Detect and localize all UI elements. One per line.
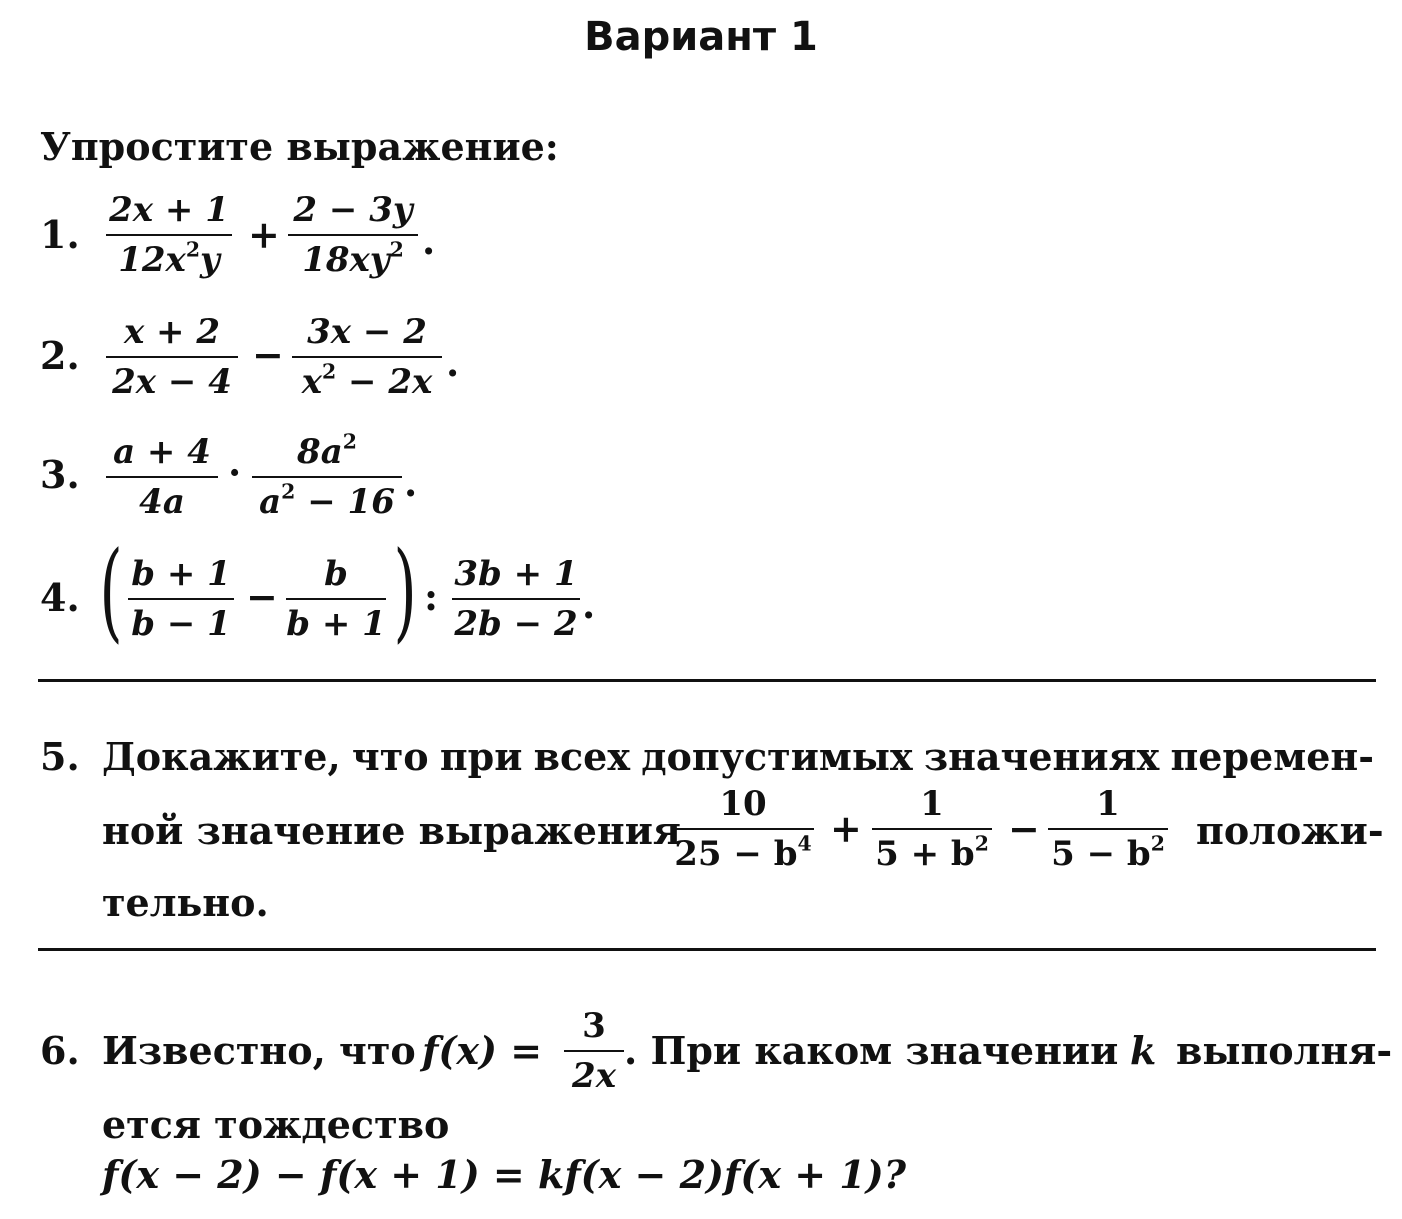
p5-fraction-2-numerator: 1 bbox=[872, 784, 992, 830]
p6-function-label: f(x) = bbox=[422, 1028, 543, 1073]
p5-word: что bbox=[351, 734, 429, 779]
p3-fraction-2-denominator: $a^2 - 16$ bbox=[259, 479, 395, 522]
p6-fraction-numerator: 3 bbox=[564, 1006, 624, 1052]
page-title: Вариант 1 bbox=[584, 14, 818, 60]
p3-fraction-1-numerator: a + 4 bbox=[106, 432, 218, 478]
divider-2 bbox=[38, 948, 1376, 951]
p1-fraction-2-numerator: 2 − 3y bbox=[288, 190, 418, 236]
p4-fraction-3 bbox=[452, 554, 580, 644]
p5-operator-minus: − bbox=[1008, 806, 1040, 851]
divider-1 bbox=[38, 679, 1376, 682]
p4-operator: − bbox=[246, 574, 278, 619]
p4-fraction-2-denominator: b + 1 bbox=[286, 604, 386, 644]
p6-fraction bbox=[564, 1006, 624, 1096]
p2-fraction-1-numerator: x + 2 bbox=[106, 312, 238, 358]
problem-5-number: 5. bbox=[40, 734, 80, 779]
p5-fraction-2 bbox=[872, 784, 992, 874]
p5-fraction-1 bbox=[672, 784, 814, 874]
p2-fraction-1 bbox=[106, 312, 238, 402]
p6-fraction-denominator: 2x bbox=[572, 1056, 616, 1096]
p3-fraction-1-denominator: 4a bbox=[139, 482, 185, 522]
p5-fraction-3 bbox=[1048, 784, 1168, 874]
p3-period: . bbox=[404, 460, 418, 505]
p4-period: . bbox=[582, 582, 596, 627]
p4-fraction-3-numerator: 3b + 1 bbox=[452, 554, 580, 600]
p3-operator: · bbox=[228, 450, 242, 495]
p5-fraction-3-numerator: 1 bbox=[1048, 784, 1168, 830]
p5-fraction-1-numerator: 10 bbox=[672, 784, 814, 830]
p4-fraction-3-denominator: 2b − 2 bbox=[454, 604, 578, 644]
p2-fraction-2-denominator: $x^2 - 2x$ bbox=[301, 359, 433, 402]
p2-fraction-1-denominator: 2x − 4 bbox=[112, 362, 232, 402]
p1-fraction-1 bbox=[106, 190, 232, 280]
p5-fraction-2-denominator: $5 + b^2$ bbox=[875, 831, 989, 874]
p3-fraction-2 bbox=[252, 429, 402, 522]
problem-2-number: 2. bbox=[40, 333, 80, 378]
p4-fraction-1-denominator: b − 1 bbox=[131, 604, 231, 644]
p4-fraction-2 bbox=[286, 554, 386, 644]
p2-operator: − bbox=[252, 332, 284, 377]
p5-operator-plus: + bbox=[830, 806, 862, 851]
p4-division-sign: : bbox=[424, 574, 439, 619]
p5-line-2-tail: положи- bbox=[1196, 808, 1384, 853]
p1-fraction-2-denominator: $18xy^2$ bbox=[302, 237, 404, 280]
p5-fraction-3-denominator: $5 - b^2$ bbox=[1051, 831, 1165, 874]
problem-3-number: 3. bbox=[40, 452, 80, 497]
right-parenthesis: ) bbox=[393, 529, 417, 654]
instruction: Упростите выражение: bbox=[40, 124, 559, 169]
p2-fraction-2 bbox=[292, 312, 442, 402]
p1-operator: + bbox=[248, 212, 280, 257]
problem-1-number: 1. bbox=[40, 212, 80, 257]
p1-fraction-2 bbox=[288, 190, 418, 280]
p6-text-3: выполня- bbox=[1176, 1028, 1393, 1073]
p6-identity: f(x − 2) − f(x + 1) = kf(x − 2)f(x + 1)? bbox=[102, 1152, 906, 1197]
p4-fraction-1 bbox=[128, 554, 234, 644]
p5-word: значениях bbox=[923, 734, 1160, 779]
p2-fraction-2-numerator: 3x − 2 bbox=[292, 312, 442, 358]
p5-word: при bbox=[439, 734, 523, 779]
p6-text-1: Известно, что bbox=[102, 1028, 416, 1073]
p5-word: перемен- bbox=[1170, 734, 1374, 779]
p5-word: допустимых bbox=[641, 734, 913, 779]
p6-k: k bbox=[1130, 1028, 1157, 1073]
left-parenthesis: ( bbox=[99, 529, 123, 654]
p4-fraction-2-numerator: b bbox=[286, 554, 386, 600]
problem-4-number: 4. bbox=[40, 575, 80, 620]
p5-line-2-text: ной значение выражения bbox=[102, 808, 681, 853]
p3-fraction-2-numerator: $8a^2$ bbox=[252, 432, 402, 478]
p4-fraction-1-numerator: b + 1 bbox=[128, 554, 234, 600]
p6-text-2: . При каком значении bbox=[624, 1028, 1119, 1073]
p5-word: всех bbox=[533, 734, 630, 779]
p1-period: . bbox=[422, 218, 436, 263]
p5-word: Докажите, bbox=[102, 734, 341, 779]
p3-fraction-1 bbox=[106, 432, 218, 522]
problem-6-number: 6. bbox=[40, 1028, 80, 1073]
p2-period: . bbox=[446, 340, 460, 385]
p1-fraction-1-numerator: 2x + 1 bbox=[106, 190, 232, 236]
p6-line-2: ется тождество bbox=[102, 1102, 450, 1147]
p5-line-1 bbox=[102, 734, 1374, 779]
p5-fraction-1-denominator: $25 - b^4$ bbox=[674, 831, 812, 874]
p5-line-3: тельно. bbox=[102, 880, 269, 925]
p1-fraction-1-denominator: $12x^2y$ bbox=[118, 237, 220, 280]
